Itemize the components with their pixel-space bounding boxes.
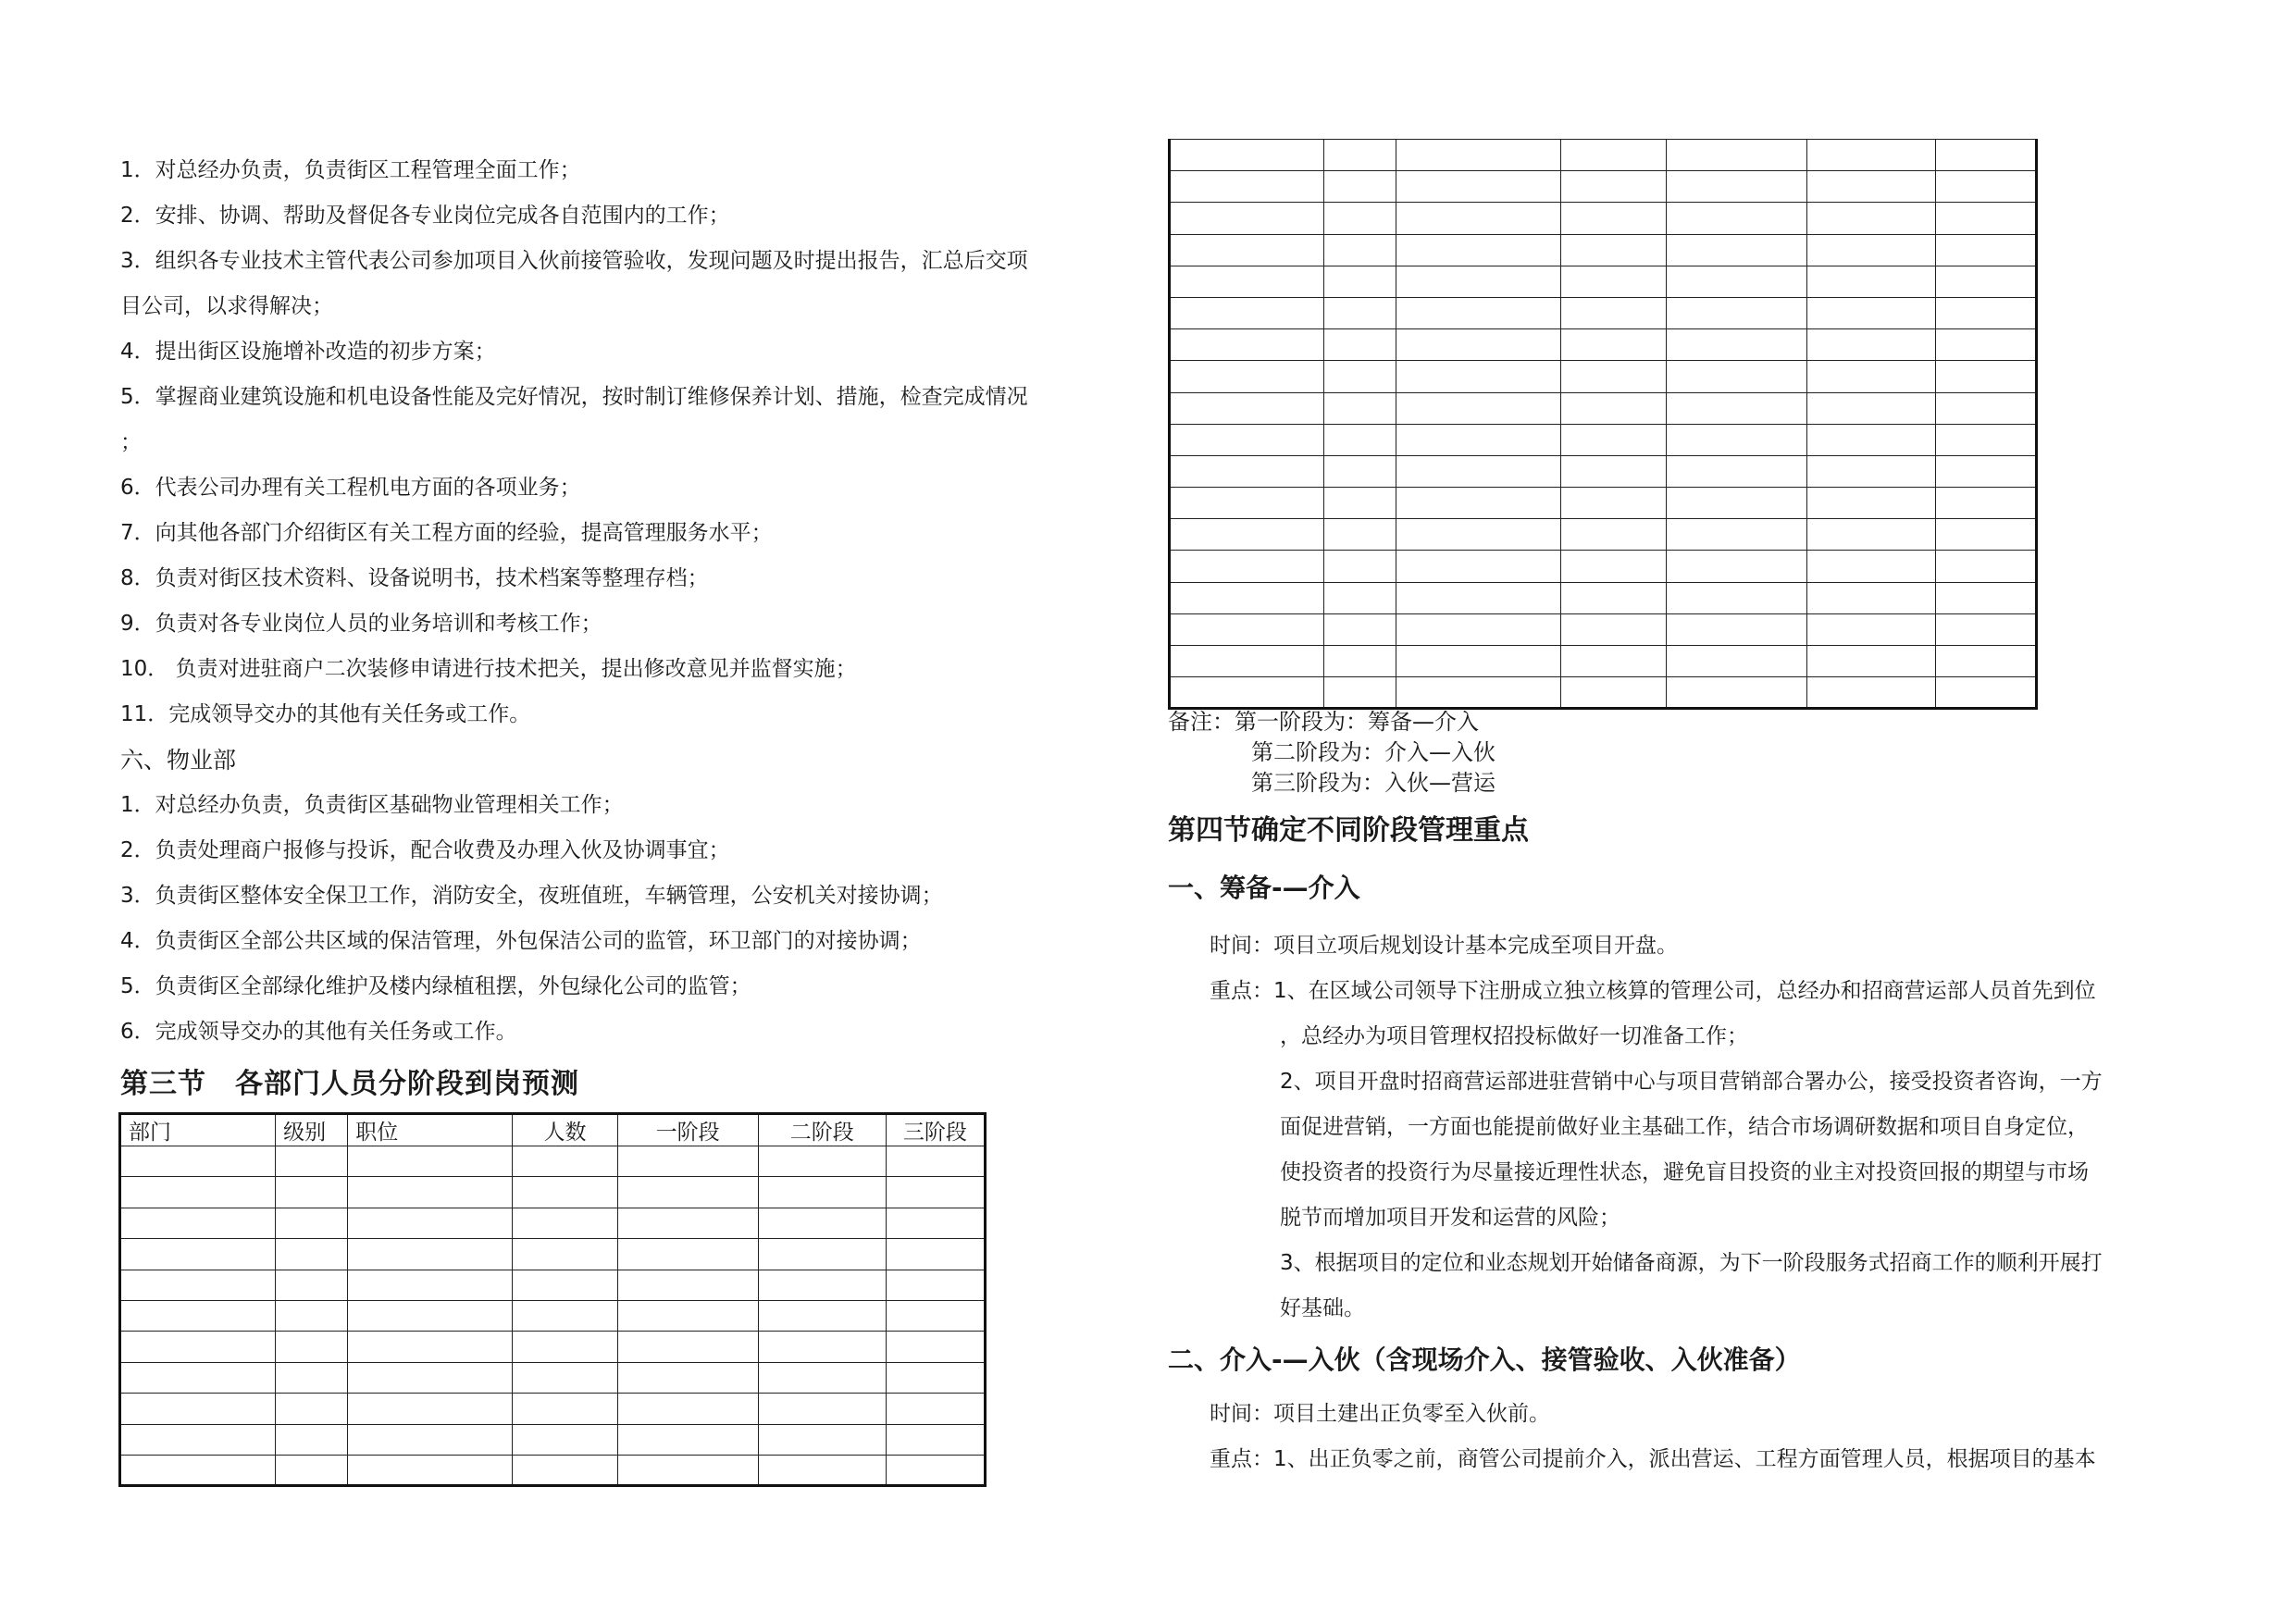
- table-row: [1170, 234, 2037, 266]
- table-cell: [1561, 551, 1666, 582]
- table-cell: [758, 1208, 886, 1238]
- table-cell: [758, 1146, 886, 1177]
- table-cell: [348, 1455, 513, 1485]
- table-cell: [1323, 613, 1396, 645]
- table-cell: [1666, 424, 1806, 455]
- table-cell: [1396, 329, 1561, 361]
- table-cell: [886, 1362, 985, 1393]
- table-cell: [617, 1394, 758, 1424]
- staffing-forecast-table-continued: [1168, 139, 2038, 710]
- table-cell: [513, 1300, 617, 1331]
- table-row: [1170, 582, 2037, 613]
- table-cell: [348, 1208, 513, 1238]
- table-cell: [513, 1424, 617, 1455]
- table-cell: [1396, 455, 1561, 487]
- table-cell: [1396, 297, 1561, 328]
- table-cell: [1561, 582, 1666, 613]
- list-item: 5．负责街区全部绿化维护及楼内绿植租摆，外包绿化公司的监管；: [120, 974, 751, 998]
- table-row: [1170, 140, 2037, 171]
- table-cell: [758, 1177, 886, 1208]
- table-cell: [1807, 488, 1935, 519]
- table-cell: [1666, 392, 1806, 424]
- table-cell: [1170, 646, 1324, 677]
- table-cell: [1807, 677, 1935, 709]
- table-cell: [1396, 140, 1561, 171]
- table-cell: [758, 1394, 886, 1424]
- table-cell: [1396, 203, 1561, 234]
- table-cell: [1561, 424, 1666, 455]
- table-cell: [1396, 646, 1561, 677]
- table-row: [1170, 613, 2037, 645]
- table-cell: [1807, 455, 1935, 487]
- table-cell: [1323, 424, 1396, 455]
- table-cell: [1807, 203, 1935, 234]
- table-cell: [886, 1177, 985, 1208]
- stage-note-line: 备注：第一阶段为：筹备—介入: [1168, 709, 1479, 735]
- table-cell: [1666, 455, 1806, 487]
- list-item: 5．掌握商业建筑设施和机电设备性能及完好情况，按时制订维修保养计划、措施，检查完成情况: [120, 385, 1028, 409]
- table-cell: [1323, 551, 1396, 582]
- table-row: [120, 1424, 986, 1455]
- table-cell: [886, 1146, 985, 1177]
- table-row: [1170, 266, 2037, 297]
- part-two-content: [1210, 1392, 2191, 1482]
- table-cell: [513, 1239, 617, 1270]
- table-cell: [1170, 361, 1324, 392]
- table-cell: [1807, 297, 1935, 328]
- table-row: [120, 1394, 986, 1424]
- table-cell: [1561, 677, 1666, 709]
- table-cell: [1170, 424, 1324, 455]
- table-cell: [276, 1177, 348, 1208]
- table-cell: [1323, 297, 1396, 328]
- table-cell: [120, 1239, 276, 1270]
- table-row: [1170, 392, 2037, 424]
- table-row: [1170, 171, 2037, 203]
- table-row: [120, 1239, 986, 1270]
- table-cell: [1666, 519, 1806, 551]
- table-cell: [276, 1208, 348, 1238]
- table-cell: [120, 1455, 276, 1485]
- table-cell: [1807, 519, 1935, 551]
- table-cell: [1170, 613, 1324, 645]
- table-cell: [1666, 329, 1806, 361]
- table-cell: [1666, 297, 1806, 328]
- table-cell: [1170, 392, 1324, 424]
- table-cell: [1561, 234, 1666, 266]
- table-cell: [1807, 171, 1935, 203]
- table-cell: [886, 1424, 985, 1455]
- table-cell: [1396, 234, 1561, 266]
- table-cell: [1666, 613, 1806, 645]
- table-cell: [120, 1362, 276, 1393]
- table-header-row: [120, 1114, 986, 1146]
- table-cell: [1807, 361, 1935, 392]
- table-cell: [1170, 266, 1324, 297]
- table-cell: [1323, 266, 1396, 297]
- table-cell: [276, 1300, 348, 1331]
- table-cell: [276, 1394, 348, 1424]
- table-cell: [513, 1455, 617, 1485]
- table-cell: [886, 1332, 985, 1362]
- table-cell: [120, 1177, 276, 1208]
- section-four-title: 第四节确定不同阶段管理重点: [1168, 814, 1529, 847]
- table-cell: [1323, 646, 1396, 677]
- list-item: 4．提出街区设施增补改造的初步方案；: [120, 340, 496, 364]
- table-cell: [120, 1146, 276, 1177]
- table-cell: [1935, 140, 2036, 171]
- staffing-forecast-table: [118, 1112, 987, 1487]
- table-cell: [1170, 551, 1324, 582]
- table-cell: [617, 1424, 758, 1455]
- table-row: [120, 1177, 986, 1208]
- table-cell: [1666, 234, 1806, 266]
- table-cell: [1323, 361, 1396, 392]
- table-cell: [1170, 329, 1324, 361]
- table-cell: [1666, 171, 1806, 203]
- table-cell: [1323, 329, 1396, 361]
- table-row: [120, 1332, 986, 1362]
- part-one-heading: 一、筹备-—介入: [1168, 873, 1360, 903]
- table-cell: [617, 1300, 758, 1331]
- table-cell: [1170, 297, 1324, 328]
- table-cell: [617, 1146, 758, 1177]
- table-cell: [276, 1146, 348, 1177]
- table-cell: [1935, 613, 2036, 645]
- table-cell: [1666, 203, 1806, 234]
- table-row: [1170, 361, 2037, 392]
- table-cell: [513, 1208, 617, 1238]
- table-cell: [276, 1239, 348, 1270]
- column-header: 三阶段: [886, 1114, 985, 1146]
- table-cell: [1935, 203, 2036, 234]
- table-cell: [1935, 297, 2036, 328]
- table-cell: [758, 1424, 886, 1455]
- table-cell: [1666, 646, 1806, 677]
- table-cell: [1666, 361, 1806, 392]
- table-cell: [120, 1270, 276, 1300]
- table-cell: [617, 1455, 758, 1485]
- key-point-line: 重点：1、出正负零之前，商管公司提前介入，派出营运、工程方面管理人员，根据项目的基本: [1210, 1447, 2096, 1471]
- time-line: 时间：项目土建出正负零至入伙前。: [1210, 1402, 1550, 1426]
- table-cell: [1561, 297, 1666, 328]
- table-cell: [1170, 171, 1324, 203]
- table-cell: [1935, 677, 2036, 709]
- list-item: ；: [120, 430, 142, 454]
- list-item: 10． 负责对进驻商户二次装修申请进行技术把关，提出修改意见并监督实施；: [120, 657, 857, 681]
- stage-note: [1168, 707, 1496, 799]
- list-item: 2．安排、协调、帮助及督促各专业岗位完成各自范围内的工作；: [120, 204, 730, 228]
- table-cell: [348, 1394, 513, 1424]
- table-row: [120, 1208, 986, 1238]
- key-point-line: 好基础。: [1280, 1296, 1365, 1320]
- table-cell: [1396, 424, 1561, 455]
- table-row: [1170, 488, 2037, 519]
- table-cell: [617, 1239, 758, 1270]
- table-cell: [1935, 488, 2036, 519]
- list-item: 2．负责处理商户报修与投诉，配合收费及办理入伙及协调事宜；: [120, 838, 730, 862]
- table-cell: [1170, 455, 1324, 487]
- engineering-duty-list: [120, 148, 1120, 1055]
- table-cell: [1396, 171, 1561, 203]
- table-cell: [1323, 519, 1396, 551]
- list-item: 9．负责对各专业岗位人员的业务培训和考核工作；: [120, 612, 602, 636]
- table-cell: [1170, 582, 1324, 613]
- table-cell: [1561, 329, 1666, 361]
- list-item: 6．完成领导交办的其他有关任务或工作。: [120, 1020, 517, 1044]
- table-cell: [1396, 613, 1561, 645]
- table-cell: [1807, 646, 1935, 677]
- stage-note-line: 第三阶段为：入伙—营运: [1251, 770, 1496, 796]
- key-point-line: 脱节而增加项目开发和运营的风险；: [1280, 1206, 1620, 1230]
- table-cell: [1323, 488, 1396, 519]
- table-cell: [1935, 519, 2036, 551]
- table-cell: [1323, 582, 1396, 613]
- table-row: [120, 1300, 986, 1331]
- table-row: [120, 1270, 986, 1300]
- table-cell: [276, 1424, 348, 1455]
- column-header: 二阶段: [758, 1114, 886, 1146]
- table-cell: [1561, 646, 1666, 677]
- table-row: [1170, 551, 2037, 582]
- table-row: [1170, 329, 2037, 361]
- table-cell: [120, 1424, 276, 1455]
- table-cell: [1170, 234, 1324, 266]
- table-cell: [1170, 203, 1324, 234]
- list-item: 目公司，以求得解决；: [120, 294, 333, 318]
- list-item: 1．对总经办负责，负责街区基础物业管理相关工作；: [120, 793, 624, 817]
- table-cell: [1666, 677, 1806, 709]
- list-item: 6．代表公司办理有关工程机电方面的各项业务；: [120, 476, 581, 500]
- table-cell: [886, 1300, 985, 1331]
- table-cell: [1396, 488, 1561, 519]
- table-cell: [1323, 455, 1396, 487]
- table-cell: [120, 1394, 276, 1424]
- table-cell: [1666, 266, 1806, 297]
- table-cell: [513, 1332, 617, 1362]
- table-cell: [1935, 646, 2036, 677]
- table-cell: [617, 1362, 758, 1393]
- table-cell: [348, 1332, 513, 1362]
- table-cell: [1935, 234, 2036, 266]
- key-point-line: 2、项目开盘时招商营运部进驻营销中心与项目营销部合署办公，接受投资者咨询，一方: [1280, 1070, 2103, 1094]
- table-row: [1170, 646, 2037, 677]
- table-cell: [348, 1270, 513, 1300]
- table-cell: [1561, 203, 1666, 234]
- table-cell: [348, 1146, 513, 1177]
- list-item: 4．负责街区全部公共区域的保洁管理，外包保洁公司的监管，环卫部门的对接协调；: [120, 929, 922, 953]
- table-cell: [276, 1455, 348, 1485]
- table-cell: [276, 1362, 348, 1393]
- table-cell: [1935, 392, 2036, 424]
- table-cell: [886, 1270, 985, 1300]
- table-cell: [1935, 361, 2036, 392]
- list-item: 3．负责街区整体安全保卫工作，消防安全，夜班值班，车辆管理，公安机关对接协调；: [120, 884, 943, 908]
- table-cell: [1323, 677, 1396, 709]
- table-cell: [1561, 140, 1666, 171]
- column-header: 部门: [120, 1114, 276, 1146]
- table-cell: [120, 1208, 276, 1238]
- table-cell: [348, 1239, 513, 1270]
- table-cell: [1935, 551, 2036, 582]
- section-three-title: 第三节 各部门人员分阶段到岗预测: [120, 1068, 579, 1100]
- list-item: 3．组织各专业技术主管代表公司参加项目入伙前接管验收，发现问题及时提出报告，汇总后交项: [120, 249, 1028, 273]
- table-cell: [758, 1270, 886, 1300]
- column-header: 人数: [513, 1114, 617, 1146]
- table-cell: [1561, 171, 1666, 203]
- column-header: 职位: [348, 1114, 513, 1146]
- table-cell: [1935, 582, 2036, 613]
- table-cell: [1666, 140, 1806, 171]
- table-cell: [276, 1332, 348, 1362]
- time-line: 时间：项目立项后规划设计基本完成至项目开盘。: [1210, 934, 1678, 958]
- table-cell: [513, 1394, 617, 1424]
- table-cell: [1935, 171, 2036, 203]
- table-cell: [1807, 613, 1935, 645]
- table-row: [1170, 455, 2037, 487]
- table-cell: [1561, 266, 1666, 297]
- table-row: [120, 1362, 986, 1393]
- table-cell: [617, 1270, 758, 1300]
- table-cell: [513, 1362, 617, 1393]
- table-row: [1170, 519, 2037, 551]
- table-cell: [1561, 361, 1666, 392]
- column-header: 一阶段: [617, 1114, 758, 1146]
- table-row: [120, 1455, 986, 1485]
- table-cell: [1807, 582, 1935, 613]
- table-cell: [1323, 392, 1396, 424]
- table-cell: [1323, 140, 1396, 171]
- table-cell: [1935, 424, 2036, 455]
- table-cell: [1807, 329, 1935, 361]
- table-cell: [1935, 455, 2036, 487]
- table-cell: [1396, 519, 1561, 551]
- table-cell: [1323, 203, 1396, 234]
- table-cell: [513, 1270, 617, 1300]
- table-cell: [1396, 551, 1561, 582]
- part-two-heading: 二、介入-—入伙（含现场介入、接管验收、入伙准备）: [1168, 1344, 1801, 1375]
- table-cell: [617, 1208, 758, 1238]
- table-cell: [1170, 488, 1324, 519]
- property-department-heading: 六、物业部: [120, 747, 237, 774]
- table-cell: [1170, 677, 1324, 709]
- table-cell: [1807, 424, 1935, 455]
- table-cell: [513, 1146, 617, 1177]
- table-cell: [348, 1362, 513, 1393]
- table-cell: [617, 1332, 758, 1362]
- stage-note-line: 第二阶段为：介入—入伙: [1251, 739, 1496, 765]
- table-cell: [1396, 392, 1561, 424]
- table-cell: [348, 1300, 513, 1331]
- table-cell: [1323, 171, 1396, 203]
- table-row: [1170, 424, 2037, 455]
- table-cell: [617, 1177, 758, 1208]
- table-cell: [120, 1332, 276, 1362]
- table-cell: [1807, 551, 1935, 582]
- table-cell: [886, 1208, 985, 1238]
- table-cell: [1666, 582, 1806, 613]
- table-cell: [120, 1300, 276, 1331]
- key-point-line: 面促进营销，一方面也能提前做好业主基础工作，结合市场调研数据和项目自身定位，: [1280, 1115, 2089, 1139]
- table-cell: [1561, 519, 1666, 551]
- key-point-line: 使投资者的投资行为尽量接近理性状态，避免盲目投资的业主对投资回报的期望与市场: [1280, 1160, 2089, 1184]
- table-cell: [1666, 488, 1806, 519]
- table-cell: [1396, 361, 1561, 392]
- table-cell: [758, 1332, 886, 1362]
- table-cell: [348, 1177, 513, 1208]
- table-row: [1170, 677, 2037, 709]
- table-cell: [1807, 266, 1935, 297]
- table-row: [1170, 297, 2037, 328]
- table-cell: [348, 1424, 513, 1455]
- table-cell: [886, 1455, 985, 1485]
- table-cell: [1561, 455, 1666, 487]
- table-cell: [1323, 234, 1396, 266]
- table-cell: [1170, 519, 1324, 551]
- table-cell: [1170, 140, 1324, 171]
- table-cell: [1396, 677, 1561, 709]
- table-cell: [1666, 551, 1806, 582]
- table-cell: [1935, 329, 2036, 361]
- key-point-line: 重点：1、在区域公司领导下注册成立独立核算的管理公司，总经办和招商营运部人员首先到位: [1210, 979, 2096, 1003]
- key-point-line: ，总经办为项目管理权招投标做好一切准备工作；: [1280, 1024, 1748, 1048]
- table-cell: [1807, 392, 1935, 424]
- table-cell: [1561, 488, 1666, 519]
- table-cell: [1396, 266, 1561, 297]
- table-cell: [1396, 582, 1561, 613]
- table-cell: [758, 1362, 886, 1393]
- table-row: [1170, 203, 2037, 234]
- table-row: [120, 1146, 986, 1177]
- table-cell: [1807, 234, 1935, 266]
- table-cell: [513, 1177, 617, 1208]
- list-item: 8．负责对街区技术资料、设备说明书，技术档案等整理存档；: [120, 566, 709, 590]
- table-cell: [886, 1239, 985, 1270]
- part-one-content: [1210, 923, 2191, 1332]
- table-cell: [1935, 266, 2036, 297]
- key-point-line: 3、根据项目的定位和业态规划开始储备商源，为下一阶段服务式招商工作的顺利开展打: [1280, 1251, 2103, 1275]
- list-item: 11．完成领导交办的其他有关任务或工作。: [120, 702, 531, 726]
- list-item: 1．对总经办负责，负责街区工程管理全面工作；: [120, 158, 581, 182]
- table-cell: [758, 1239, 886, 1270]
- table-cell: [1807, 140, 1935, 171]
- list-item: 7．向其他各部门介绍街区有关工程方面的经验，提高管理服务水平；: [120, 521, 773, 545]
- column-header: 级别: [276, 1114, 348, 1146]
- table-cell: [1561, 613, 1666, 645]
- table-cell: [758, 1300, 886, 1331]
- table-cell: [886, 1394, 985, 1424]
- table-cell: [758, 1455, 886, 1485]
- table-cell: [276, 1270, 348, 1300]
- table-cell: [1561, 392, 1666, 424]
